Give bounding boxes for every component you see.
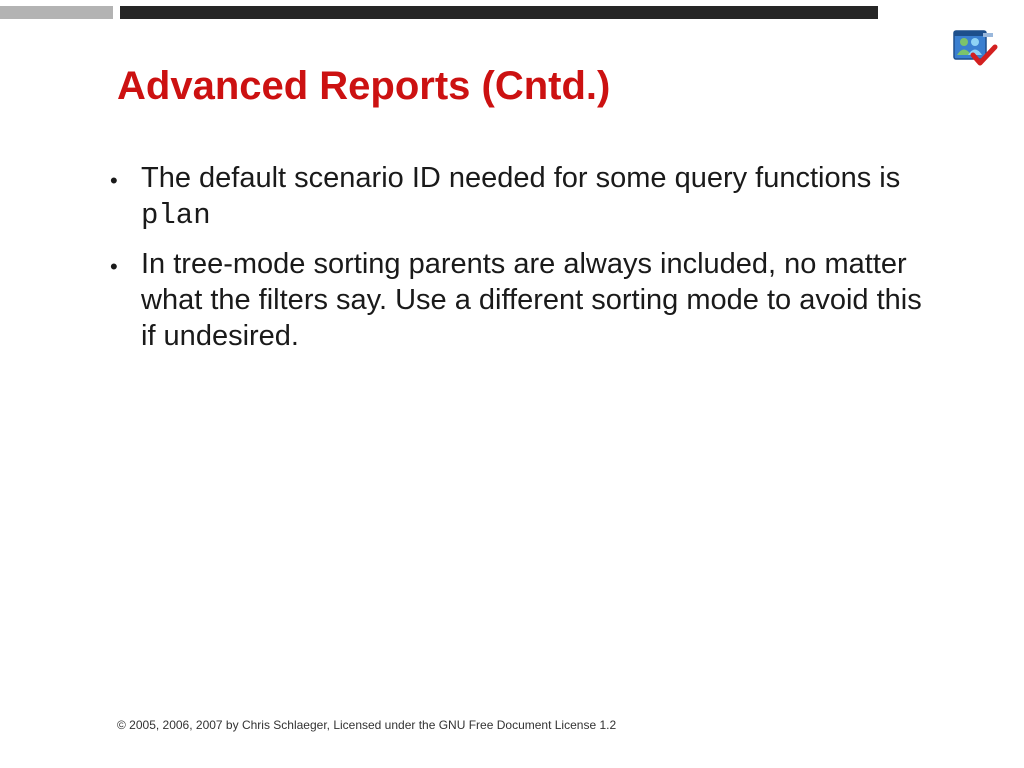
bullet-dot-icon: • (110, 254, 118, 279)
users-checkmark-icon (951, 27, 999, 69)
bullet-text: In tree-mode sorting parents are always included, no matter what the filters say. Use a different sorting mode to avoid this if undesired. (141, 248, 922, 352)
footer-copyright: © 2005, 2006, 2007 by Chris Schlaeger, Licensed under the GNU Free Document License 1.2 (117, 718, 617, 732)
bullet-code: plan (141, 199, 211, 232)
bullet-text: The default scenario ID needed for some query functions is (141, 162, 901, 194)
slide-title: Advanced Reports (Cntd.) (117, 64, 611, 108)
bullet-dot-icon: • (110, 168, 118, 193)
bullet-item (108, 246, 938, 354)
header-bar-light (0, 6, 113, 19)
header-bar-dark (120, 6, 878, 19)
bullet-item (108, 160, 938, 234)
bullet-list (108, 160, 938, 366)
